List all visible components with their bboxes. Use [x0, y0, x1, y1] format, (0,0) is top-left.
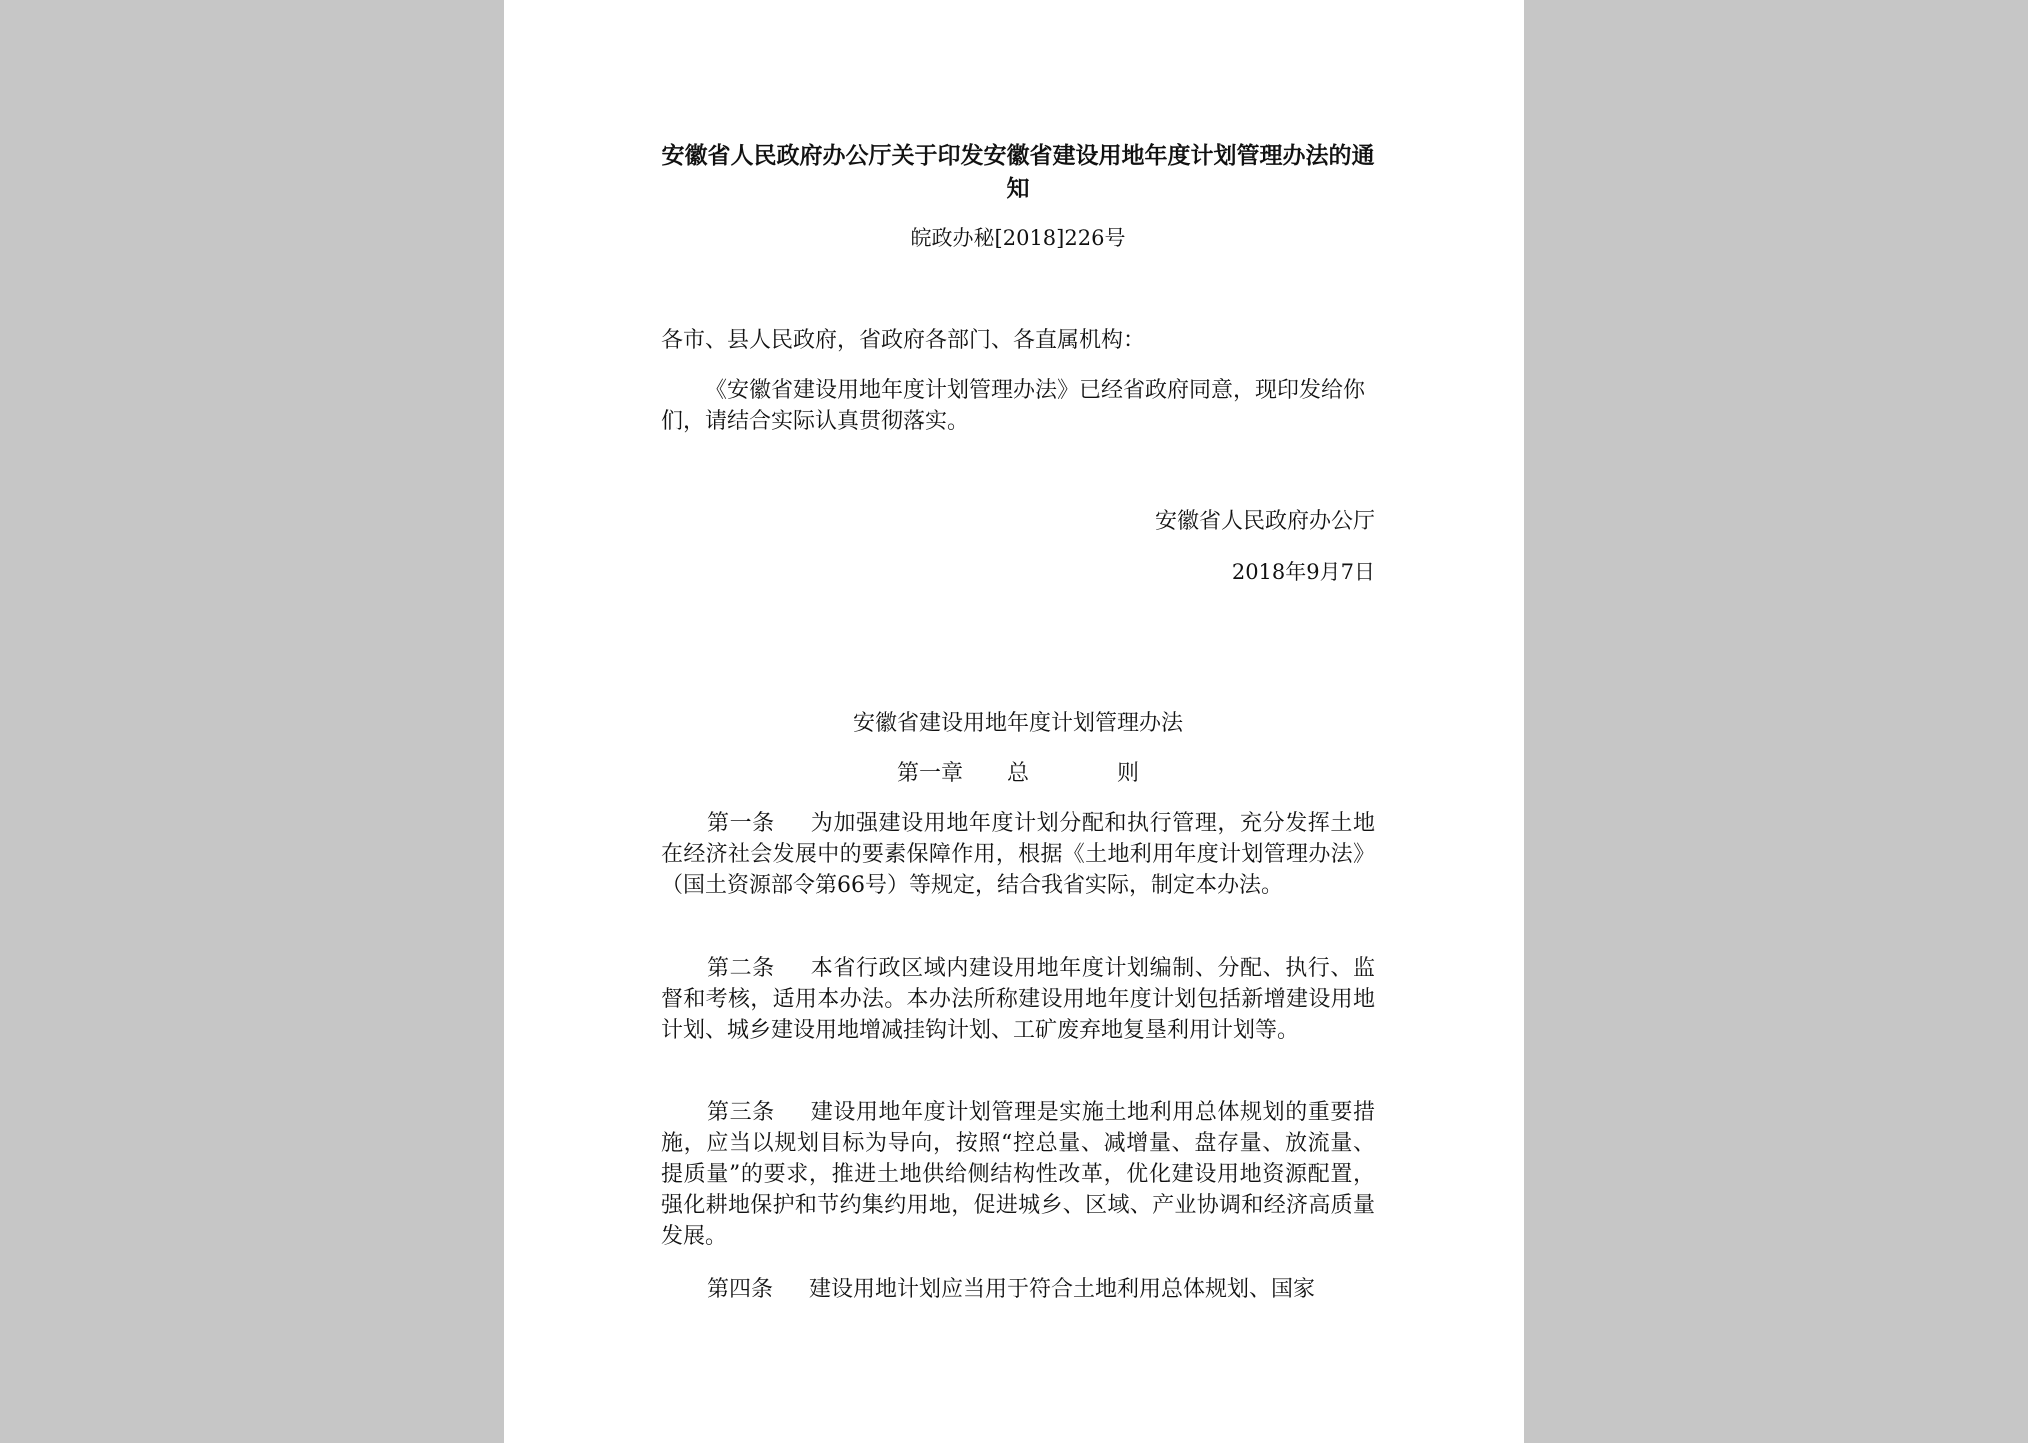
article-heading: 第四条 [707, 1277, 774, 1302]
notice-addressee: 各市、县人民政府，省政府各部门、各直属机构： [661, 328, 1146, 353]
measures-title: 安徽省建设用地年度计划管理办法 [852, 711, 1183, 736]
issuer-signature: 安徽省人民政府办公厅 [1154, 509, 1375, 534]
notice-title: 安徽省人民政府办公厅关于印发安徽省建设用地年度计划管理办法的通知 [661, 142, 1375, 202]
chapter-heading: 第一章 总 则 [896, 761, 1139, 786]
article-heading: 第三条 [707, 1100, 775, 1125]
article-heading: 第一条 [707, 811, 775, 836]
document-number: 皖政办秘[2018]226号 [910, 226, 1126, 250]
article-text: 本省行政区域内建设用地年度计划编制、分配、执行、监督和考核，适用本办法。本办法所称建设用地年度计划包括新增建设用地计划、城乡建设用地增减挂钩计划、工矿废弃地复垦利用计划等。 [661, 956, 1375, 1043]
article-text: 建设用地计划应当用于符合土地利用总体规划、国家 [809, 1277, 1316, 1302]
article-2 [661, 953, 1375, 1046]
document-page [504, 0, 1524, 1443]
article-1 [661, 808, 1375, 901]
article-heading: 第二条 [707, 956, 775, 981]
article-text: 建设用地年度计划管理是实施土地利用总体规划的重要措施，应当以规划目标为导向，按照“控总量、减增量、盘存量、放流量、提质量”的要求，推进土地供给侧结构性改革，优化建设用地资源配置，强化耕地保护和节约集约用地，促进城乡、区域、产业协调和经济高质量发展。 [661, 1100, 1375, 1249]
article-4 [661, 1274, 1375, 1308]
article-text: 为加强建设用地年度计划分配和执行管理，充分发挥土地在经济社会发展中的要素保障作用，根据《土地利用年度计划管理办法》（国土资源部令第66号）等规定，结合我省实际，制定本办法。 [661, 811, 1375, 898]
article-3 [661, 1097, 1375, 1252]
notice-body: 《安徽省建设用地年度计划管理办法》已经省政府同意，现印发给你们，请结合实际认真贯彻落实。 [661, 378, 1366, 434]
issue-date: 2018年9月7日 [1231, 560, 1375, 584]
